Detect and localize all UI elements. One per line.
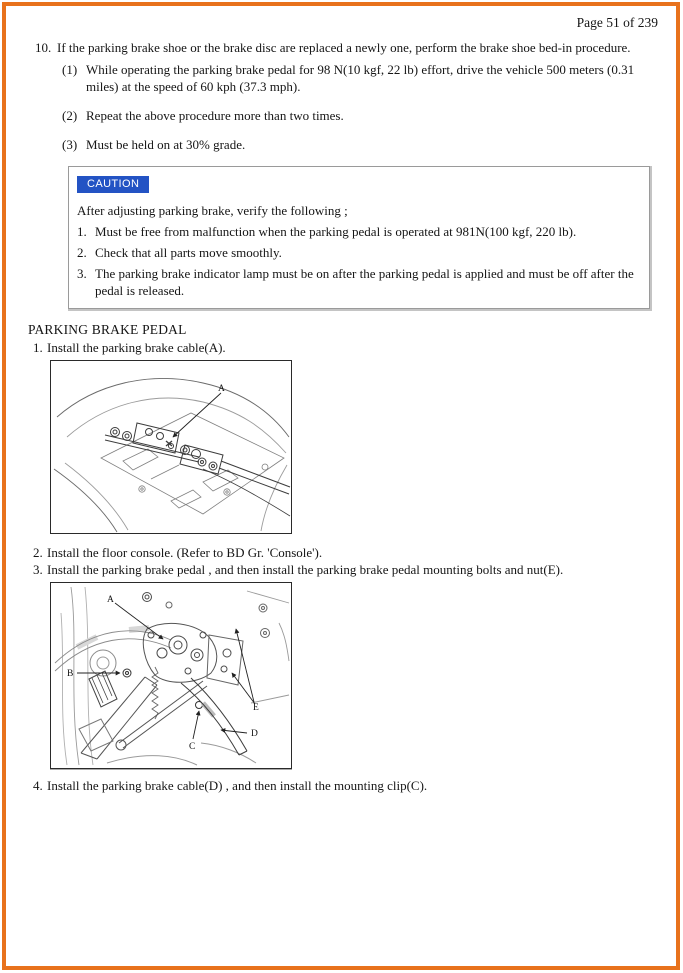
figure-label-a: A — [218, 383, 225, 394]
substep-1-number: (1) — [62, 61, 78, 77]
parking-brake-cable-diagram — [51, 361, 291, 533]
caution-item-3-text: The parking brake indicator lamp must be on after the parking pedal is applied and must be off after the pedal is released. — [95, 266, 634, 299]
caution-item-3-number: 3. — [77, 266, 87, 282]
parking-brake-cable-figure — [50, 360, 292, 534]
leader-line-c — [193, 711, 199, 739]
caution-intro: After adjusting parking brake, verify the following ; — [77, 203, 348, 219]
substep-1-text: While operating the parking brake pedal for 98 N(10 kgf, 22 lb) effort, drive the vehicle 500 meters (0.31 miles) at the speed of 60 kph (37.3 mph). — [86, 61, 635, 94]
parking-brake-pedal-diagram — [51, 583, 291, 768]
install-step-1 — [33, 339, 660, 356]
caution-item-2 — [77, 244, 641, 261]
leader-line-a — [173, 393, 221, 437]
floor-pan-panels — [101, 413, 284, 514]
substep-1 — [62, 61, 660, 95]
caution-badge: CAUTION — [77, 176, 149, 193]
install-step-3-number: 3. — [33, 561, 43, 577]
caution-item-2-text: Check that all parts move smoothly. — [95, 245, 282, 261]
caution-item-2-number: 2. — [77, 245, 87, 261]
caution-item-1-text: Must be free from malfunction when the parking pedal is operated at 981N(100 kgf, 220 lb). — [95, 224, 577, 240]
caution-item-1-number: 1. — [77, 224, 87, 240]
section-title: PARKING BRAKE PEDAL — [28, 322, 187, 338]
pedal-arm-and-spring — [79, 650, 256, 765]
install-step-1-text: Install the parking brake cable(A). — [47, 339, 226, 355]
install-step-4 — [33, 777, 660, 794]
caution-item-3 — [77, 265, 641, 299]
figure-label-b: B — [67, 668, 74, 679]
substep-2 — [62, 107, 660, 124]
page-number: Page 51 of 239 — [576, 15, 658, 30]
install-step-2-number: 2. — [33, 544, 43, 560]
install-step-2 — [33, 544, 660, 561]
substep-2-text: Repeat the above procedure more than two times. — [86, 107, 344, 123]
step-10 — [35, 39, 660, 56]
step-10-text: If the parking brake shoe or the brake disc are replaced a newly one, perform the brake shoe bed-in procedure. — [57, 39, 631, 55]
leader-line-e2 — [232, 673, 255, 704]
substep-list — [62, 61, 660, 153]
install-step-3 — [33, 561, 660, 578]
pedal-bracket-assembly — [143, 592, 270, 708]
install-step-2-text: Install the floor console. (Refer to BD Gr. 'Console'). — [47, 544, 323, 560]
cable-equalizer-assembly — [105, 423, 223, 474]
substep-2-number: (2) — [62, 107, 78, 123]
figure-label-a: A — [107, 594, 114, 605]
caution-item-1 — [77, 223, 641, 240]
figure-label-d: D — [251, 728, 258, 739]
install-step-3-text: Install the parking brake pedal , and then install the parking brake pedal mounting bolts and nut(E). — [47, 561, 564, 577]
figure-label-e: E — [253, 702, 259, 713]
install-step-4-number: 4. — [33, 777, 43, 793]
page-content — [6, 6, 676, 794]
install-step-4-text: Install the parking brake cable(D) , and then install the mounting clip(C). — [47, 777, 428, 793]
substep-3 — [62, 136, 660, 153]
figure-label-c: C — [189, 741, 196, 752]
substep-3-number: (3) — [62, 136, 78, 152]
substep-3-text: Must be held on at 30% grade. — [86, 136, 246, 152]
caution-box — [68, 166, 650, 309]
leader-line-a — [115, 603, 163, 639]
install-step-1-number: 1. — [33, 339, 43, 355]
parking-brake-pedal-figure — [50, 582, 292, 769]
page-frame — [2, 2, 680, 970]
step-10-number: 10. — [35, 39, 52, 55]
